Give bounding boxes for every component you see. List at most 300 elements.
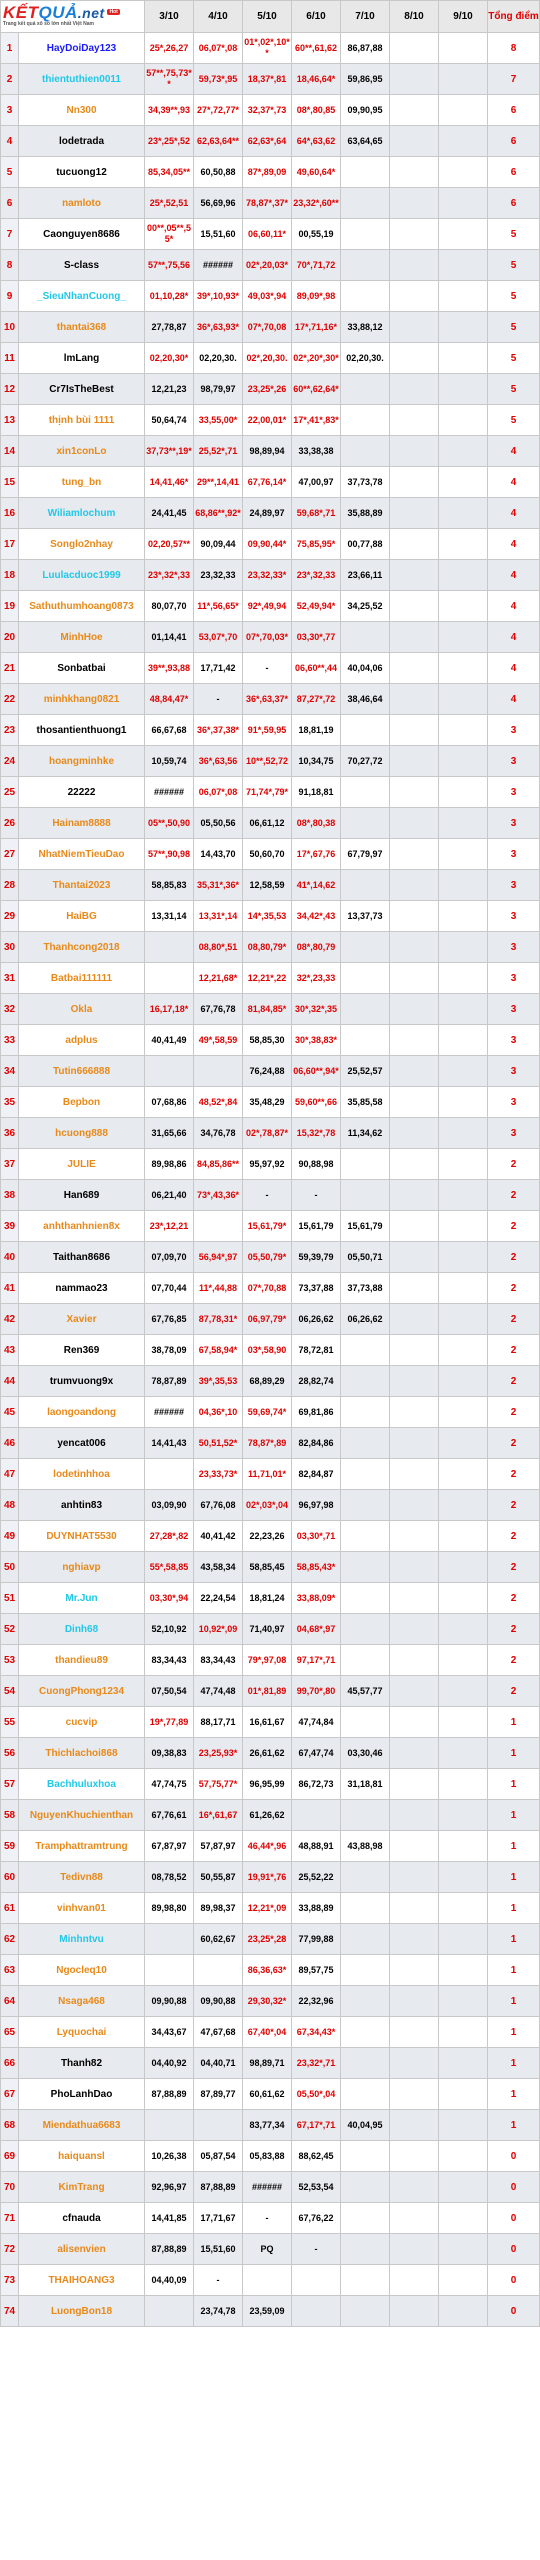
player-name-link[interactable]: Tramphattramtrung	[19, 1831, 145, 1862]
prediction-cell: 05,50,56	[194, 808, 243, 839]
player-name-link[interactable]: thantai368	[19, 312, 145, 343]
total-score-cell: 5	[488, 250, 540, 281]
prediction-cell	[341, 1366, 390, 1397]
prediction-cell: 33,88,09*	[292, 1583, 341, 1614]
prediction-cell	[341, 405, 390, 436]
player-name-link[interactable]: Ngocleq10	[19, 1955, 145, 1986]
prediction-cell: 05,87,54	[194, 2141, 243, 2172]
prediction-cell: -	[194, 684, 243, 715]
prediction-cell: 60**,62,64*	[292, 374, 341, 405]
prediction-cell: 01,14,41	[145, 622, 194, 653]
prediction-cell	[390, 1831, 439, 1862]
prediction-cell: 05,50,71	[341, 1242, 390, 1273]
total-score-cell: 8	[488, 33, 540, 64]
player-name-link[interactable]: Lyquochai	[19, 2017, 145, 2048]
player-name-link[interactable]: Thichlachoi868	[19, 1738, 145, 1769]
table-row	[1, 2203, 540, 2234]
prediction-cell: 38,78,09	[145, 1335, 194, 1366]
player-name-link[interactable]: Thanh82	[19, 2048, 145, 2079]
prediction-cell: 47,67,68	[194, 2017, 243, 2048]
prediction-cell: 02*,20*,30*	[292, 343, 341, 374]
player-name-link[interactable]: _SieuNhanCuong_	[19, 281, 145, 312]
player-name-link[interactable]: JULIE	[19, 1149, 145, 1180]
rank-cell: 62	[1, 1924, 19, 1955]
prediction-cell	[341, 1645, 390, 1676]
table-row	[1, 1366, 540, 1397]
prediction-cell: 59,60**,66	[292, 1087, 341, 1118]
prediction-cell	[439, 281, 488, 312]
prediction-cell: 67,76,14*	[243, 467, 292, 498]
player-name-link[interactable]: Mr.Jun	[19, 1583, 145, 1614]
prediction-cell	[390, 1087, 439, 1118]
prediction-cell: 60,61,62	[243, 2079, 292, 2110]
total-score-cell: 3	[488, 1118, 540, 1149]
player-name-link[interactable]: adplus	[19, 1025, 145, 1056]
prediction-cell: 10,26,38	[145, 2141, 194, 2172]
prediction-cell: 14,41,43	[145, 1428, 194, 1459]
prediction-cell: 87,88,89	[145, 2079, 194, 2110]
player-name-link[interactable]: nammao23	[19, 1273, 145, 1304]
player-name-link[interactable]: Nn300	[19, 95, 145, 126]
total-score-cell: 0	[488, 2141, 540, 2172]
total-score-cell: 0	[488, 2234, 540, 2265]
prediction-cell	[390, 1242, 439, 1273]
prediction-cell: 45,57,77	[341, 1676, 390, 1707]
table-row	[1, 467, 540, 498]
player-name-link[interactable]: haiquansl	[19, 2141, 145, 2172]
rank-cell: 19	[1, 591, 19, 622]
total-score-cell: 1	[488, 1800, 540, 1831]
prediction-cell: 03,30,46	[341, 1738, 390, 1769]
table-row	[1, 1676, 540, 1707]
prediction-cell	[390, 95, 439, 126]
prediction-cell	[390, 994, 439, 1025]
prediction-cell	[439, 343, 488, 374]
prediction-cell: 17,71,67	[194, 2203, 243, 2234]
prediction-cell: 23,32,33	[194, 560, 243, 591]
prediction-cell: 14,43,70	[194, 839, 243, 870]
rank-cell: 23	[1, 715, 19, 746]
prediction-cell: 30*,38,83*	[292, 1025, 341, 1056]
prediction-cell: 23,66,11	[341, 560, 390, 591]
rank-cell: 31	[1, 963, 19, 994]
prediction-cell: 81,84,85*	[243, 994, 292, 1025]
player-name-link[interactable]: 22222	[19, 777, 145, 808]
total-score-cell: 4	[488, 498, 540, 529]
player-name-link[interactable]: cucvip	[19, 1707, 145, 1738]
prediction-cell: 06,60,11*	[243, 219, 292, 250]
table-row	[1, 932, 540, 963]
player-name-link[interactable]: tung_bn	[19, 467, 145, 498]
player-name-link[interactable]: Dinh68	[19, 1614, 145, 1645]
rank-cell: 46	[1, 1428, 19, 1459]
prediction-cell: 86,36,63*	[243, 1955, 292, 1986]
player-name-link[interactable]: LuongBon18	[19, 2296, 145, 2327]
player-name-link[interactable]: Tedivn88	[19, 1862, 145, 1893]
prediction-cell: 36*,63,56	[194, 746, 243, 777]
prediction-cell	[341, 1459, 390, 1490]
player-name-link[interactable]: Thanhcong2018	[19, 932, 145, 963]
prediction-cell	[341, 1614, 390, 1645]
prediction-cell: 67,87,97	[145, 1831, 194, 1862]
prediction-cell: 12,21*,09	[243, 1893, 292, 1924]
table-row	[1, 2110, 540, 2141]
prediction-cell: 73*,43,36*	[194, 1180, 243, 1211]
prediction-cell	[145, 963, 194, 994]
prediction-cell: 12,58,59	[243, 870, 292, 901]
player-name-link[interactable]: lodetrada	[19, 126, 145, 157]
table-row	[1, 188, 540, 219]
player-name-link[interactable]: minhkhang0821	[19, 684, 145, 715]
rank-cell: 66	[1, 2048, 19, 2079]
prediction-cell	[390, 2234, 439, 2265]
site-logo[interactable]	[1, 1, 145, 33]
player-name-link[interactable]: Songlo2nhay	[19, 529, 145, 560]
rank-cell: 47	[1, 1459, 19, 1490]
prediction-cell	[145, 932, 194, 963]
player-name-link[interactable]: Bepbon	[19, 1087, 145, 1118]
prediction-cell: 83,34,43	[145, 1645, 194, 1676]
prediction-cell	[439, 1614, 488, 1645]
prediction-cell	[439, 2048, 488, 2079]
prediction-cell: 48,84,47*	[145, 684, 194, 715]
prediction-cell: 57**,75,56	[145, 250, 194, 281]
prediction-cell	[341, 715, 390, 746]
prediction-cell: 49,60,64*	[292, 157, 341, 188]
total-score-cell: 1	[488, 1831, 540, 1862]
prediction-cell	[439, 560, 488, 591]
prediction-cell: 03*,58,90	[243, 1335, 292, 1366]
total-score-cell: 2	[488, 1149, 540, 1180]
prediction-cell: 52,49,94*	[292, 591, 341, 622]
player-name-link[interactable]: Xavier	[19, 1304, 145, 1335]
table-row	[1, 684, 540, 715]
prediction-cell	[390, 1118, 439, 1149]
total-score-cell: 6	[488, 188, 540, 219]
prediction-cell	[341, 436, 390, 467]
prediction-cell: 12,21,68*	[194, 963, 243, 994]
prediction-cell: 37,73,88	[341, 1273, 390, 1304]
player-name-link[interactable]: Wiliamlochum	[19, 498, 145, 529]
player-name-link[interactable]: Luulacduoc1999	[19, 560, 145, 591]
prediction-cell: 89,57,75	[292, 1955, 341, 1986]
prediction-cell: 27,28*,82	[145, 1521, 194, 1552]
table-row	[1, 1056, 540, 1087]
prediction-cell	[341, 994, 390, 1025]
prediction-cell: 59,69,74*	[243, 1397, 292, 1428]
player-name-link[interactable]: Cr7IsTheBest	[19, 374, 145, 405]
total-score-cell: 3	[488, 746, 540, 777]
player-name-link[interactable]: MinhHoe	[19, 622, 145, 653]
prediction-cell: 05,83,88	[243, 2141, 292, 2172]
prediction-cell: 79*,97,08	[243, 1645, 292, 1676]
prediction-cell: 39**,93,88	[145, 653, 194, 684]
prediction-cell: 17,71,42	[194, 653, 243, 684]
player-name-link[interactable]: tucuong12	[19, 157, 145, 188]
player-name-link[interactable]: Bachhuluxhoa	[19, 1769, 145, 1800]
rank-cell: 20	[1, 622, 19, 653]
prediction-cell: 34,76,78	[194, 1118, 243, 1149]
prediction-cell	[390, 1397, 439, 1428]
prediction-cell	[341, 2203, 390, 2234]
prediction-cell	[439, 219, 488, 250]
total-score-cell: 5	[488, 374, 540, 405]
prediction-cell: 78,87*,37*	[243, 188, 292, 219]
rank-cell: 17	[1, 529, 19, 560]
player-name-link[interactable]: DUYNHAT5530	[19, 1521, 145, 1552]
player-name-link[interactable]: Sathuthumhoang0873	[19, 591, 145, 622]
prediction-cell: 48,52*,84	[194, 1087, 243, 1118]
player-name-link[interactable]: HaiBG	[19, 901, 145, 932]
prediction-cell: 98,89,94	[243, 436, 292, 467]
prediction-cell: 88,62,45	[292, 2141, 341, 2172]
prediction-cell: 49,03*,94	[243, 281, 292, 312]
prediction-cell	[439, 1893, 488, 1924]
prediction-cell	[439, 1180, 488, 1211]
prediction-cell: 14,41,85	[145, 2203, 194, 2234]
player-name-link[interactable]: Han689	[19, 1180, 145, 1211]
prediction-cell: 16,61,67	[243, 1707, 292, 1738]
total-score-cell: 2	[488, 1242, 540, 1273]
rank-cell: 34	[1, 1056, 19, 1087]
table-row	[1, 777, 540, 808]
player-name-link[interactable]: Taithan8686	[19, 1242, 145, 1273]
player-name-link[interactable]: laongoandong	[19, 1397, 145, 1428]
total-score-cell: 6	[488, 95, 540, 126]
prediction-cell	[390, 2110, 439, 2141]
prediction-cell: 04,40,92	[145, 2048, 194, 2079]
player-name-link[interactable]: trumvuong9x	[19, 1366, 145, 1397]
prediction-cell: 59,39,79	[292, 1242, 341, 1273]
rank-cell: 59	[1, 1831, 19, 1862]
prediction-cell	[341, 808, 390, 839]
prediction-cell: 23,32,33*	[243, 560, 292, 591]
prediction-cell: 89,98,37	[194, 1893, 243, 1924]
player-name-link[interactable]: cfnauda	[19, 2203, 145, 2234]
prediction-cell: 22,23,26	[243, 1521, 292, 1552]
prediction-cell: 48,88,91	[292, 1831, 341, 1862]
prediction-cell	[439, 2172, 488, 2203]
rank-cell: 42	[1, 1304, 19, 1335]
table-row	[1, 2296, 540, 2327]
rank-cell: 4	[1, 126, 19, 157]
prediction-cell	[439, 2017, 488, 2048]
prediction-cell: 04,36*,10	[194, 1397, 243, 1428]
prediction-cell: 35,88,89	[341, 498, 390, 529]
player-name-link[interactable]: Sonbatbai	[19, 653, 145, 684]
prediction-cell: 43,88,98	[341, 1831, 390, 1862]
player-name-link[interactable]: thientuthien0011	[19, 64, 145, 95]
prediction-cell: 12,21,23	[145, 374, 194, 405]
prediction-cell: 87,88,89	[194, 2172, 243, 2203]
prediction-cell	[390, 839, 439, 870]
total-score-cell: 2	[488, 1428, 540, 1459]
prediction-cell: 15,61,79	[292, 1211, 341, 1242]
prediction-cell	[390, 2265, 439, 2296]
prediction-cell	[341, 188, 390, 219]
player-name-link[interactable]: Tutin666888	[19, 1056, 145, 1087]
player-name-link[interactable]: Ren369	[19, 1335, 145, 1366]
table-row	[1, 343, 540, 374]
player-name-link[interactable]: yencat006	[19, 1428, 145, 1459]
prediction-cell: 23*,25*,52	[145, 126, 194, 157]
table-row	[1, 1583, 540, 1614]
prediction-cell: 60,50,88	[194, 157, 243, 188]
player-name-link[interactable]: namloto	[19, 188, 145, 219]
table-row	[1, 839, 540, 870]
player-name-link[interactable]: anhthanhnien8x	[19, 1211, 145, 1242]
prediction-cell: 07,70,44	[145, 1273, 194, 1304]
prediction-cell: 83,77,34	[243, 2110, 292, 2141]
prediction-cell: 66,67,68	[145, 715, 194, 746]
total-score-cell: 1	[488, 1893, 540, 1924]
prediction-cell: 86,87,88	[341, 33, 390, 64]
table-row	[1, 281, 540, 312]
prediction-cell	[341, 1800, 390, 1831]
prediction-cell	[390, 1552, 439, 1583]
player-name-link[interactable]: Okla	[19, 994, 145, 1025]
player-name-link[interactable]: THAIHOANG3	[19, 2265, 145, 2296]
logo-net: .net	[77, 4, 105, 21]
prediction-cell: 33,38,38	[292, 436, 341, 467]
player-name-link[interactable]: thosantienthuong1	[19, 715, 145, 746]
prediction-cell	[439, 374, 488, 405]
prediction-cell: 92,96,97	[145, 2172, 194, 2203]
prediction-cell: 02*,03*,04	[243, 1490, 292, 1521]
prediction-cell: 18,81,24	[243, 1583, 292, 1614]
prediction-cell: 06,60**,94*	[292, 1056, 341, 1087]
player-name-link[interactable]: Batbai111111	[19, 963, 145, 994]
prediction-cell: 67,17*,71	[292, 2110, 341, 2141]
total-score-cell: 3	[488, 1056, 540, 1087]
prediction-cell	[439, 2296, 488, 2327]
prediction-cell	[439, 250, 488, 281]
prediction-cell	[390, 2141, 439, 2172]
prediction-cell: 16,17,18*	[145, 994, 194, 1025]
total-score-cell: 2	[488, 1335, 540, 1366]
prediction-cell: 98,79,97	[194, 374, 243, 405]
prediction-cell: 87,27*,72	[292, 684, 341, 715]
prediction-cell: 97,17*,71	[292, 1645, 341, 1676]
player-name-link[interactable]: anhtin83	[19, 1490, 145, 1521]
prediction-cell: 03,30*,71	[292, 1521, 341, 1552]
prediction-cell: 52,10,92	[145, 1614, 194, 1645]
player-name-link[interactable]: thandieu89	[19, 1645, 145, 1676]
rank-cell: 69	[1, 2141, 19, 2172]
player-name-link[interactable]: Nsaga468	[19, 1986, 145, 2017]
prediction-cell: 15,61,79	[341, 1211, 390, 1242]
player-name-link[interactable]: hoangminhke	[19, 746, 145, 777]
prediction-cell	[390, 1800, 439, 1831]
player-name-link[interactable]: vinhvan01	[19, 1893, 145, 1924]
prediction-cell: 23*,32,33	[292, 560, 341, 591]
player-name-link[interactable]: NguyenKhuchienthan	[19, 1800, 145, 1831]
prediction-cell: 82,84,87	[292, 1459, 341, 1490]
prediction-cell: -	[194, 2265, 243, 2296]
player-name-link[interactable]: alisenvien	[19, 2234, 145, 2265]
player-name-link[interactable]: Caonguyen8686	[19, 219, 145, 250]
prediction-cell	[439, 312, 488, 343]
table-row	[1, 2172, 540, 2203]
player-name-link[interactable]: HayDoiDay123	[19, 33, 145, 64]
prediction-cell: 25,52*,71	[194, 436, 243, 467]
player-name-link[interactable]: NhatNiemTieuDao	[19, 839, 145, 870]
prediction-cell	[390, 1614, 439, 1645]
prediction-cell: 67,76,85	[145, 1304, 194, 1335]
table-row	[1, 1490, 540, 1521]
prediction-cell: 85,34,05**	[145, 157, 194, 188]
player-name-link[interactable]: hcuong888	[19, 1118, 145, 1149]
prediction-cell: 01*,02*,10**	[243, 33, 292, 64]
prediction-cell: 46,44*,96	[243, 1831, 292, 1862]
table-row	[1, 1955, 540, 1986]
prediction-cell	[145, 1955, 194, 1986]
prediction-cell: 35,31*,36*	[194, 870, 243, 901]
prediction-cell: 17*,71,16*	[292, 312, 341, 343]
header-row	[1, 1, 540, 33]
logo-k: KẾT	[3, 2, 39, 22]
prediction-cell: 08*,80,85	[292, 95, 341, 126]
total-score-cell: 3	[488, 839, 540, 870]
prediction-cell: 29**,14,41	[194, 467, 243, 498]
prediction-cell: 26,61,62	[243, 1738, 292, 1769]
prediction-cell	[390, 1986, 439, 2017]
player-name-link[interactable]: CuongPhong1234	[19, 1676, 145, 1707]
player-name-link[interactable]: PhoLanhDao	[19, 2079, 145, 2110]
player-name-link[interactable]: Thantai2023	[19, 870, 145, 901]
prediction-cell: 60,62,67	[194, 1924, 243, 1955]
prediction-cell	[390, 901, 439, 932]
player-name-link[interactable]: xin1conLo	[19, 436, 145, 467]
hot-badge: Hot	[109, 8, 118, 15]
prediction-cell	[439, 2234, 488, 2265]
prediction-cell: 34,42*,43	[292, 901, 341, 932]
prediction-cell: 25*,26,27	[145, 33, 194, 64]
rank-cell: 68	[1, 2110, 19, 2141]
player-name-link[interactable]: lmLang	[19, 343, 145, 374]
prediction-cell: 02*,20,03*	[243, 250, 292, 281]
player-name-link[interactable]: KimTrang	[19, 2172, 145, 2203]
prediction-cell	[439, 1490, 488, 1521]
prediction-cell: 03,09,90	[145, 1490, 194, 1521]
player-name-link[interactable]: thịnh bùi 1111	[19, 405, 145, 436]
player-name-link[interactable]: Miendathua6683	[19, 2110, 145, 2141]
prediction-cell	[341, 1397, 390, 1428]
player-name-link[interactable]: Hainam8888	[19, 808, 145, 839]
prediction-cell: 25,52,22	[292, 1862, 341, 1893]
prediction-cell	[390, 2296, 439, 2327]
total-score-cell: 1	[488, 2048, 540, 2079]
prediction-cell: 59,73*,95	[194, 64, 243, 95]
prediction-cell: 84,85,86**	[194, 1149, 243, 1180]
player-name-link[interactable]: lodetinhhoa	[19, 1459, 145, 1490]
prediction-cell: 87*,89,09	[243, 157, 292, 188]
player-name-link[interactable]: nghiavp	[19, 1552, 145, 1583]
prediction-cell: 22,24,54	[194, 1583, 243, 1614]
table-row	[1, 312, 540, 343]
prediction-cell	[145, 1459, 194, 1490]
player-name-link[interactable]: Minhntvu	[19, 1924, 145, 1955]
total-score-cell: 5	[488, 312, 540, 343]
prediction-cell: 10**,52,72	[243, 746, 292, 777]
prediction-cell: 00,55,19	[292, 219, 341, 250]
prediction-cell: 12,21*,22	[243, 963, 292, 994]
prediction-cell: 99,70*,80	[292, 1676, 341, 1707]
prediction-cell: 58,85,83	[145, 870, 194, 901]
table-row	[1, 64, 540, 95]
player-name-link[interactable]: S-class	[19, 250, 145, 281]
prediction-cell	[390, 374, 439, 405]
